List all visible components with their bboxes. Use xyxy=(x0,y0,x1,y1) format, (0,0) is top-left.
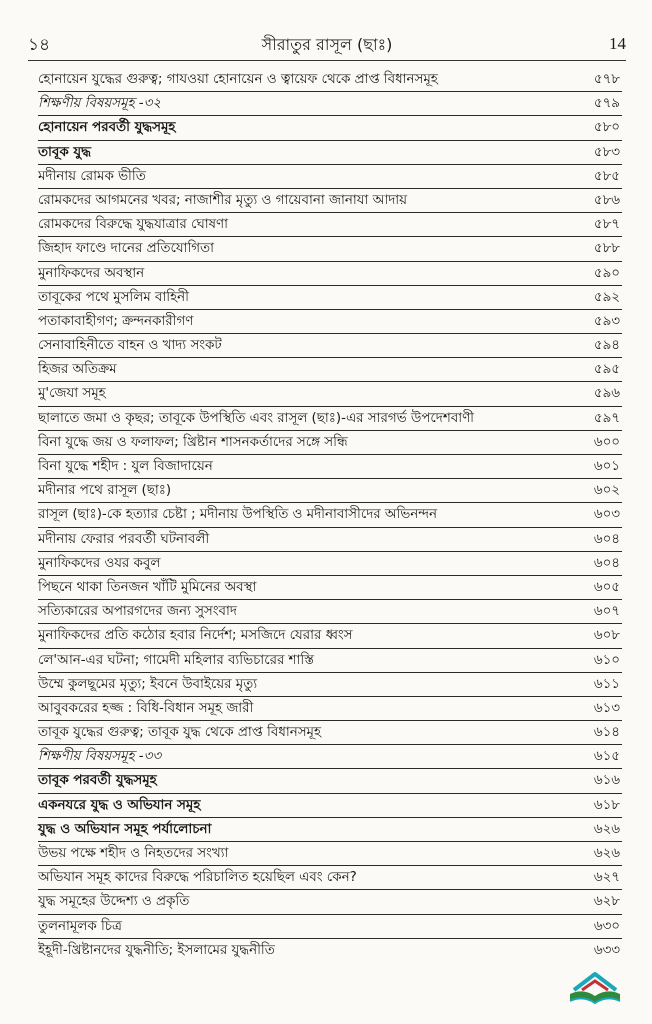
toc-entry xyxy=(38,649,622,673)
toc-entry xyxy=(38,455,622,479)
toc-entry xyxy=(38,141,622,165)
toc-entry xyxy=(38,116,622,140)
toc-entry-title: যুদ্ধ সমূহের উদ্দেশ্য ও প্রকৃতি xyxy=(38,894,190,910)
page-header xyxy=(28,28,626,61)
toc-entry xyxy=(38,407,622,431)
toc-entry xyxy=(38,334,622,358)
toc-entry-title: মদীনার পথে রাসূল (ছাঃ) xyxy=(38,483,172,499)
toc-entry-title: শিক্ষণীয় বিষয়সমূহ -৩২ xyxy=(38,96,162,112)
toc-entry-page: ৫৯৪ xyxy=(593,338,620,354)
page-number-english: 14 xyxy=(609,34,626,53)
toc-entry-title: পতাকাবাহীগণ; ক্রন্দনকারীগণ xyxy=(38,313,194,329)
publisher-book-logo-icon xyxy=(566,968,624,1008)
toc-entry-title: ইহূদী-খ্রিষ্টানদের যুদ্ধনীতি; ইসলামের যুদ্ধনীতি xyxy=(38,942,275,958)
toc-entry-title: পিছনে থাকা তিনজন খাঁটি মুমিনের অবস্থা xyxy=(38,579,257,595)
toc-entry-page: ৫৮৭ xyxy=(593,217,620,233)
toc-entry-title: তাবূক যুদ্ধ xyxy=(38,144,91,160)
toc-entry-title: শিক্ষণীয় বিষয়সমূহ -৩৩ xyxy=(38,749,162,765)
toc-entry xyxy=(38,818,622,842)
toc-entry xyxy=(38,68,622,92)
toc-entry-page: ৬৩০ xyxy=(593,918,620,934)
toc-entry-page: ৬০২ xyxy=(593,483,620,499)
toc-entry-page: ৬০৫ xyxy=(593,579,620,595)
toc-entry-page: ৬১৮ xyxy=(593,797,620,813)
toc-entry-page: ৫৭৯ xyxy=(593,96,620,112)
toc-entry-page: ৬০৪ xyxy=(593,531,620,547)
toc-entry xyxy=(38,915,622,939)
toc-entry-page: ৬১৪ xyxy=(593,725,620,741)
toc-entry-page: ৫৯৩ xyxy=(593,313,620,329)
toc-entry-title: সত্যিকারের অপারগদের জন্য সুসংবাদ xyxy=(38,604,237,620)
toc-entry-title: বিনা যুদ্ধে শহীদ : যুল বিজাদায়েন xyxy=(38,459,213,474)
toc-entry-page: ৬২৮ xyxy=(593,894,620,910)
toc-entry-page: ৬২৬ xyxy=(593,821,620,837)
toc-entry xyxy=(38,237,622,261)
toc-entry-page: ৬১৩ xyxy=(593,700,620,716)
toc-entry-title: মদীনায় রোমক ভীতি xyxy=(38,168,146,184)
toc-entry-title: উভয় পক্ষে শহীদ ও নিহতদের সংখ্যা xyxy=(38,846,229,861)
toc-entry-page: ৬১০ xyxy=(593,652,620,668)
toc-entry xyxy=(38,382,622,406)
toc-entry xyxy=(38,358,622,382)
toc-entry-title: ছালাতে জমা ও কৃছর; তাবূকে উপস্থিতি এবং রাসূল (ছাঃ)-এর সারগর্ভ উপদেশবাণী xyxy=(38,410,475,426)
toc-entry xyxy=(38,310,622,334)
toc-entry-page: ৫৮৩ xyxy=(593,144,620,160)
toc-entry-page: ৬১৫ xyxy=(593,749,620,765)
toc-entry-title: হোনায়েন পরবর্তী যুদ্ধসমূহ xyxy=(38,120,176,136)
toc-entry-page: ৫৮০ xyxy=(593,120,620,136)
toc-entry-title: মুনাফিকদের অবস্থান xyxy=(38,265,145,281)
toc-entry xyxy=(38,503,622,527)
toc-entry-title: মুনাফিকদের ওযর কবুল xyxy=(38,555,161,571)
toc-entry-page: ৫৯৬ xyxy=(593,386,620,402)
toc-entry-page: ৬০১ xyxy=(593,459,620,474)
toc-entry-page: ৫৯০ xyxy=(593,265,620,281)
toc-entry xyxy=(38,600,622,624)
toc-entry xyxy=(38,890,622,914)
toc-entry xyxy=(38,769,622,793)
toc-entry-page: ৫৮৬ xyxy=(593,192,620,208)
toc-entry-title: বিনা যুদ্ধে জয় ও ফলাফল; খ্রিষ্টান শাসনকর্তাদের সঙ্গে সন্ধি xyxy=(38,434,348,450)
running-title: সীরাতুর রাসূল (ছাঃ) xyxy=(261,35,393,54)
toc-entry-page: ৫৯৭ xyxy=(593,410,620,426)
toc-entry-page: ৬৩৩ xyxy=(593,942,620,958)
toc-entry xyxy=(38,866,622,890)
toc-entry-title: হিজর অতিক্রম xyxy=(38,362,117,378)
toc-entry-page: ৫৮৮ xyxy=(593,241,620,257)
toc-entry-title: একনযরে যুদ্ধ ও অভিযান সমূহ xyxy=(38,797,201,813)
page-number-bengali: ১৪ xyxy=(28,35,51,55)
toc-entry-title: রোমকদের আগমনের খবর; নাজাশীর মৃত্যু ও গায়েবানা জানাযা আদায় xyxy=(38,192,407,208)
table-of-contents xyxy=(38,68,622,962)
toc-entry-title: রোমকদের বিরুদ্ধে যুদ্ধযাত্রার ঘোষণা xyxy=(38,217,228,233)
toc-entry-title: মদীনায় ফেরার পরবর্তী ঘটনাবলী xyxy=(38,531,210,547)
toc-entry-page: ৫৯২ xyxy=(593,289,620,305)
toc-entry-page: ৫৭৮ xyxy=(593,72,620,87)
toc-entry-title: উম্মে কুলছূমের মৃত্যু; ইবনে উবাইয়ের মৃত্যু xyxy=(38,676,258,692)
toc-entry xyxy=(38,721,622,745)
toc-entry-title: যুদ্ধ ও অভিযান সমূহ পর্যালোচনা xyxy=(38,821,212,837)
toc-entry-title: হোনায়েন যুদ্ধের গুরুত্ব; গাযওয়া হোনায়েন ও ত্বায়েফ থেকে প্রাপ্ত বিধানসমূহ xyxy=(38,72,438,87)
toc-entry xyxy=(38,673,622,697)
toc-entry-page: ৬০৩ xyxy=(593,507,620,523)
toc-entry-page: ৬২৬ xyxy=(593,846,620,861)
toc-entry-title: লে'আন-এর ঘটনা; গামেদী মহিলার ব্যভিচারের শাস্তি xyxy=(38,652,314,668)
toc-entry-page: ৬০৮ xyxy=(593,628,620,644)
toc-entry-title: মু'জেযা সমূহ xyxy=(38,386,106,402)
toc-entry-title: আবুবকরের হজ্জ : বিধি-বিধান সমূহ জারী xyxy=(38,700,254,716)
toc-entry xyxy=(38,431,622,455)
toc-entry-title: তুলনামূলক চিত্র xyxy=(38,918,122,934)
toc-entry xyxy=(38,528,622,552)
toc-entry-page: ৬১৬ xyxy=(593,773,620,789)
toc-entry xyxy=(38,624,622,648)
toc-entry xyxy=(38,745,622,769)
toc-entry xyxy=(38,576,622,600)
toc-entry-page: ৬০৪ xyxy=(593,555,620,571)
toc-entry-title: মুনাফিকদের প্রতি কঠোর হবার নির্দেশ; মসজিদে যেরার ধ্বংস xyxy=(38,628,353,644)
toc-entry-title: জিহাদ ফাণ্ডে দানের প্রতিযোগিতা xyxy=(38,241,214,257)
toc-entry xyxy=(38,939,622,962)
toc-entry xyxy=(38,552,622,576)
toc-entry xyxy=(38,794,622,818)
toc-entry-page: ৫৯৫ xyxy=(593,362,620,378)
toc-entry-title: রাসূল (ছাঃ)-কে হত্যার চেষ্টা ; মদীনায় উপস্থিতি ও মদীনাবাসীদের অভিনন্দন xyxy=(38,507,438,523)
toc-entry xyxy=(38,262,622,286)
toc-entry-title: অভিযান সমূহ কাদের বিরুদ্ধে পরিচালিত হয়েছিল এবং কেন? xyxy=(38,870,357,886)
toc-entry-title: তাবূক যুদ্ধের গুরুত্ব; তাবূক যুদ্ধ থেকে প্রাপ্ত বিধানসমূহ xyxy=(38,725,322,741)
toc-entry-page: ৬১১ xyxy=(593,676,620,692)
toc-entry xyxy=(38,697,622,721)
toc-entry-page: ৬০০ xyxy=(593,434,620,450)
toc-entry-title: সেনাবাহিনীতে বাহন ও খাদ্য সংকট xyxy=(38,338,222,354)
toc-entry xyxy=(38,213,622,237)
toc-entry-page: ৬২৭ xyxy=(593,870,620,886)
toc-entry xyxy=(38,286,622,310)
toc-entry xyxy=(38,189,622,213)
toc-entry-title: তাবূক পরবর্তী যুদ্ধসমূহ xyxy=(38,773,157,789)
toc-entry xyxy=(38,92,622,116)
toc-entry-title: তাবূকের পথে মুসলিম বাহিনী xyxy=(38,289,189,305)
toc-entry xyxy=(38,165,622,189)
toc-entry-page: ৬০৭ xyxy=(593,604,620,620)
toc-entry-page: ৫৮৫ xyxy=(593,168,620,184)
toc-entry xyxy=(38,479,622,503)
toc-entry xyxy=(38,842,622,866)
